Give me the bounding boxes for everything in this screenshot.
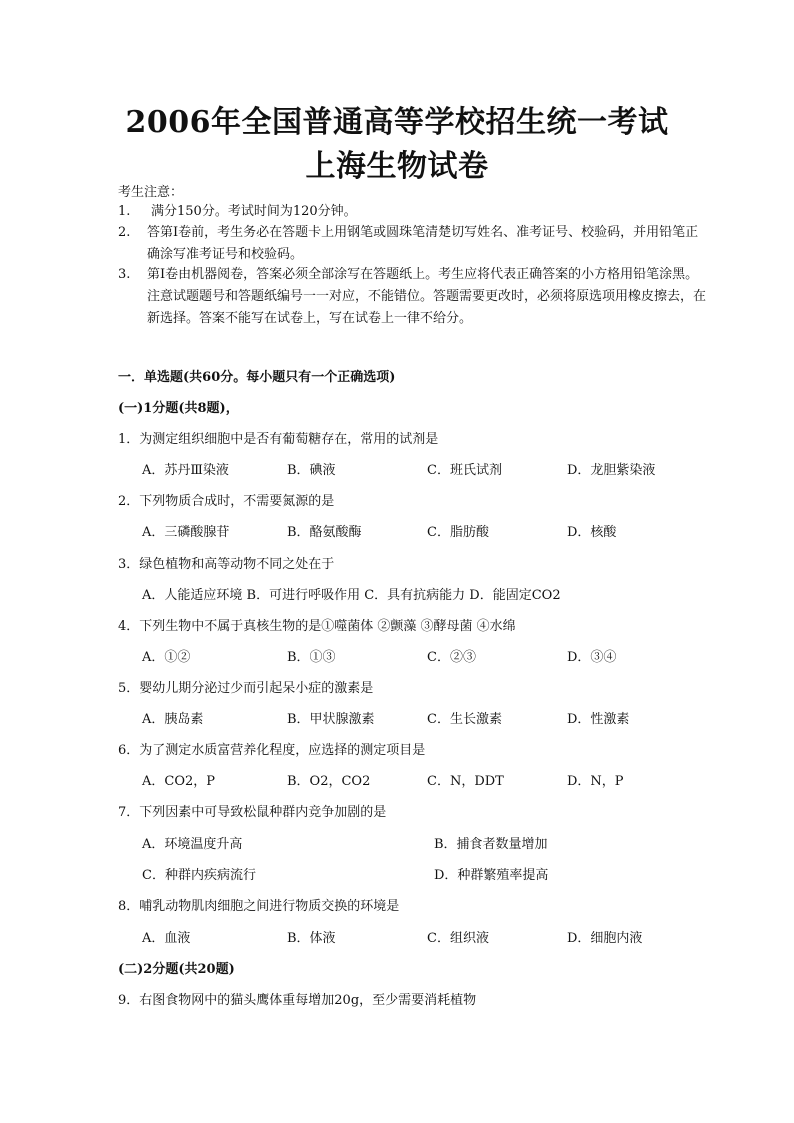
- notice-text: 满分150分。考试时间为120分钟。: [151, 204, 357, 219]
- question-stem: 4．下列生物中不属于真核生物的是①噬菌体 ②颤藻 ③酵母菌 ④水绵: [118, 619, 516, 634]
- option-a: A．①②: [142, 650, 191, 665]
- notice-number: 2.: [118, 225, 131, 240]
- option-c: C．班氏试剂: [427, 463, 502, 478]
- option-a: A．血液: [142, 931, 191, 946]
- option-b: B．体液: [287, 931, 336, 946]
- option-c: C．种群内疾病流行: [142, 868, 256, 883]
- notice-number: 3.: [118, 267, 131, 282]
- question-stem: 3．绿色植物和高等动物不同之处在于: [118, 557, 335, 572]
- option-c: C．组织液: [427, 931, 489, 946]
- exam-title: 2006年全国普通高等学校招生统一考试: [125, 105, 669, 140]
- option-b: B．碘液: [287, 463, 336, 478]
- option-d: D．细胞内液: [567, 931, 643, 946]
- option-c: C．N，DDT: [427, 774, 504, 789]
- notice-heading: 考生注意：: [118, 185, 184, 200]
- exam-subtitle: 上海生物试卷: [305, 149, 489, 184]
- question-stem: 5．婴幼儿期分泌过少而引起呆小症的激素是: [118, 681, 374, 696]
- option-d: D．性激素: [567, 712, 630, 727]
- question-stem: 1．为测定组织细胞中是否有葡萄糖存在，常用的试剂是: [118, 432, 439, 447]
- option-c: C．②③: [427, 650, 476, 665]
- option-a: A．胰岛素: [142, 712, 204, 727]
- question-stem: 6．为了测定水质富营养化程度，应选择的测定项目是: [118, 743, 426, 758]
- subsection-title: (一)1分题(共8题)，: [118, 401, 239, 416]
- question-stem: 7．下列因素中可导致松鼠种群内竞争加剧的是: [118, 805, 387, 820]
- option-b: B．捕食者数量增加: [434, 837, 548, 852]
- option-a: A．苏丹Ⅲ染液: [142, 463, 229, 478]
- section-title: 一．单选题(共60分。每小题只有一个正确选项): [118, 370, 396, 385]
- option-d: D．种群繁殖率提高: [434, 868, 549, 883]
- subsection-title: (二)2分题(共20题): [118, 962, 235, 977]
- notice-text: 答第Ⅰ卷前，考生务必在答题卡上用钢笔或圆珠笔清楚切写姓名、准考证号、校验码，并用铅笔正确涂写准考证号和校验码。: [147, 225, 699, 262]
- option-b: B．O2，CO2: [287, 774, 371, 789]
- option-c: C．脂肪酸: [427, 525, 489, 540]
- notice-number: 1.: [118, 204, 131, 219]
- notice-text: 第Ⅰ卷由机器阅卷，答案必须全部涂写在答题纸上。考生应将代表正确答案的小方格用铅笔涂黑。注意试题题号和答题纸编号一一对应，不能错位。答题需要更改时，必须将原选项用橡皮擦去，在新选择。答案不能写在试卷上，写在试卷上一律不给分。: [147, 267, 707, 326]
- option-c: C．生长激素: [427, 712, 502, 727]
- option-d: D．N，P: [567, 774, 624, 789]
- option-line: A．人能适应环境 B．可进行呼吸作用 C．具有抗病能力 D．能固定CO2: [142, 588, 561, 603]
- option-b: B．甲状腺激素: [287, 712, 375, 727]
- option-d: D．龙胆紫染液: [567, 463, 656, 478]
- option-a: A．CO2，P: [142, 774, 216, 789]
- option-d: D．③④: [567, 650, 617, 665]
- question-stem: 8．哺乳动物肌肉细胞之间进行物质交换的环境是: [118, 899, 400, 914]
- option-b: B．酪氨酸酶: [287, 525, 362, 540]
- option-b: B．①③: [287, 650, 336, 665]
- option-a: A．环境温度升高: [142, 837, 243, 852]
- option-a: A．三磷酸腺苷: [142, 525, 230, 540]
- question-stem: 2．下列物质合成时，不需要氮源的是: [118, 494, 335, 509]
- question-stem: 9．右图食物网中的猫头鹰体重每增加20g，至少需要消耗植物: [118, 993, 477, 1008]
- option-d: D．核酸: [567, 525, 617, 540]
